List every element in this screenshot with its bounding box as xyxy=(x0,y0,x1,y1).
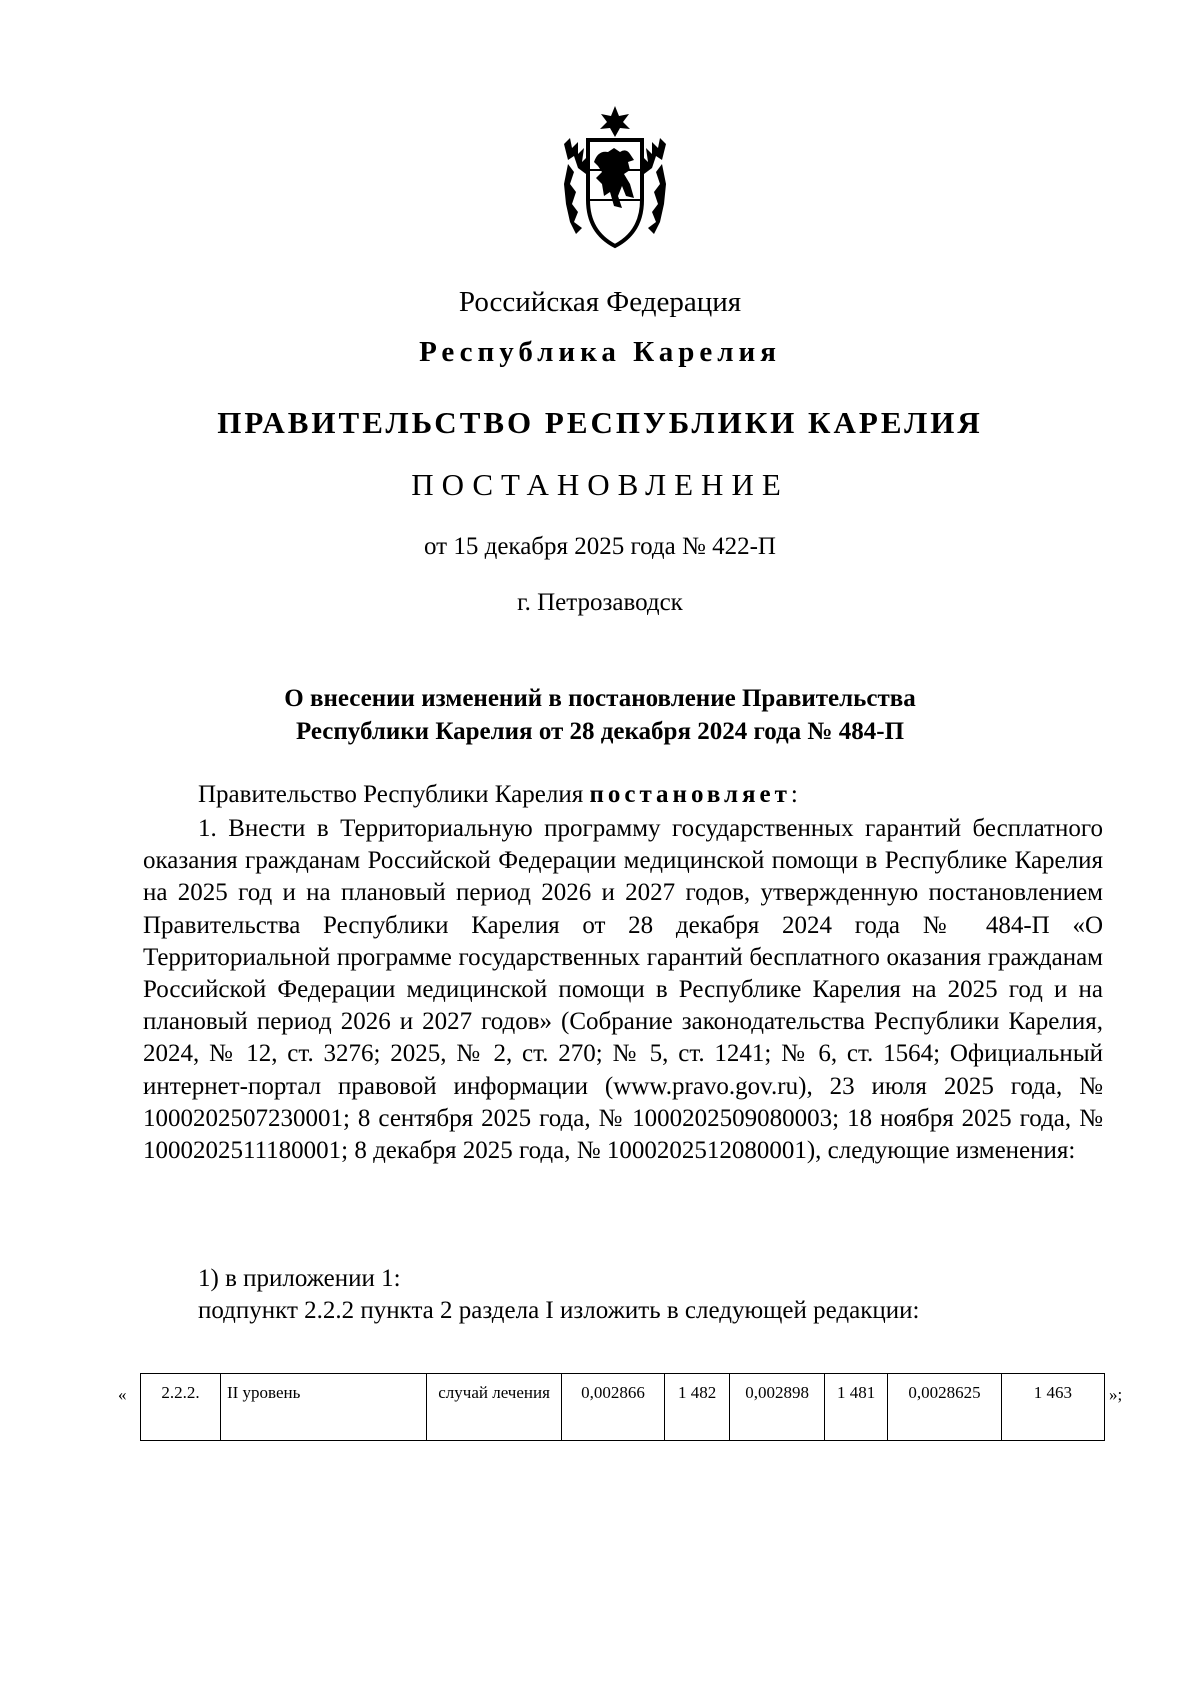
item-1: 1) в приложении 1: xyxy=(198,1265,401,1292)
subitem-instruction: подпункт 2.2.2 пункта 2 раздела I изложить в следующей редакции: xyxy=(198,1297,920,1324)
document-date-number: от 15 декабря 2025 года № 422-П xyxy=(424,533,776,560)
cell-2025-cost: 1 482 xyxy=(665,1374,730,1441)
cell-num: 2.2.2. xyxy=(141,1374,221,1441)
intro-resolves: постановляет xyxy=(589,781,791,808)
close-quote: »; xyxy=(1109,1385,1123,1404)
republic-name: Республика Карелия xyxy=(419,336,781,368)
cell-2027-norm: 0,0028625 xyxy=(888,1374,1002,1441)
table-row xyxy=(141,1374,1105,1441)
open-quote: « xyxy=(118,1385,127,1404)
paragraph-1: 1. Внести в Территориальную программу государственных гарантий бесплатного оказания гражданам Российской Федерации медицинской помощи в Республике Карелия на 2025 год и на плановый период 2026 и 2027 годов, утвержденную постановлением Правительства Республики Карелия от 28 декабря 2024 года № 484-П «О Территориальной программе государственных гарантий бесплатного оказания гражданам Российской Федерации медицинской помощи в Республике Карелия на 2025 год и на плановый период 2026 и 2027 годов» (Собрание законодательства Республики Карелия, 2024, № 12, ст. 3276; 2025, № 2, ст. 270; № 5, ст. 1241; № 6, ст. 1564; Официальный интернет-портал правовой информации (www.pravo.gov.ru), 23 июля 2025 года, № 1000202507230001; 8 сентября 2025 года, № 1000202509080003; 18 ноября 2025 года, № 1000202511180001; 8 декабря 2025 года, № 1000202512080001), следующие изменения: xyxy=(143,815,1103,1165)
country-name: Российская Федерация xyxy=(458,286,742,318)
cell-2025-norm: 0,002866 xyxy=(561,1374,664,1441)
cell-2026-cost: 1 481 xyxy=(825,1374,888,1441)
document-title-line-2: Республики Карелия от 28 декабря 2024 года № 484-П xyxy=(295,718,905,745)
intro-prefix: Правительство Республики Карелия xyxy=(198,781,590,808)
amendment-table xyxy=(140,1373,1105,1441)
karelia-coat-of-arms-emblem xyxy=(560,104,670,254)
intro-suffix: : xyxy=(790,781,798,808)
cell-2027-cost: 1 463 xyxy=(1001,1374,1104,1441)
cell-name: II уровень xyxy=(220,1374,426,1441)
cell-2026-norm: 0,002898 xyxy=(730,1374,825,1441)
document-type: ПОСТАНОВЛЕНИЕ xyxy=(411,467,789,502)
government-name: ПРАВИТЕЛЬСТВО РЕСПУБЛИКИ КАРЕЛИЯ xyxy=(217,405,983,440)
document-title-line-1: О внесении изменений в постановление Правительства xyxy=(284,685,916,712)
intro-line xyxy=(198,781,798,809)
document-city: г. Петрозаводск xyxy=(517,589,683,616)
cell-unit: случай лечения xyxy=(427,1374,562,1441)
